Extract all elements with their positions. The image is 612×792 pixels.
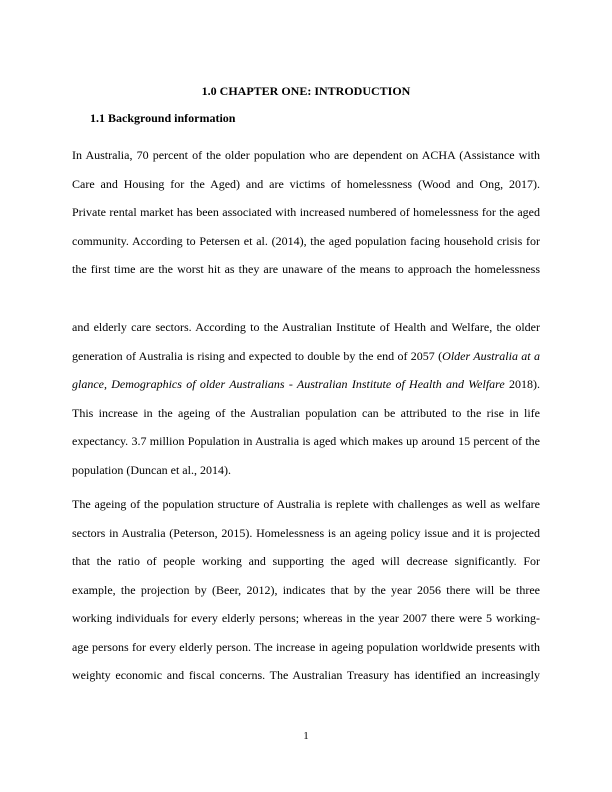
section-heading: 1.1 Background information xyxy=(90,111,236,125)
line-text: generation of Australia is rising and expected to double by the end of 2057 ( xyxy=(72,348,443,363)
paragraph-3 xyxy=(72,490,540,690)
paragraph-line: Care and Housing for the Aged) and are victims of homelessness (Wood and Ong, 2017). xyxy=(72,176,540,191)
paragraph-line: The ageing of the population structure of Australia is replete with challenges as well as welfare xyxy=(72,497,540,511)
paragraph-line: example, the projection by (Beer, 2012), indicates that by the year 2056 there will be three xyxy=(72,582,540,597)
citation-italic: glance, Demographics of older Australians - Australian Institute of Health and Welfare xyxy=(72,377,505,391)
chapter-title: 1.0 CHAPTER ONE: INTRODUCTION xyxy=(201,84,411,98)
paragraph-line: sectors in Australia (Peterson, 2015). Homelessness is an ageing policy issue and it is projected xyxy=(72,525,540,540)
paragraph-2 xyxy=(72,313,540,484)
citation-italic: Older Australia at a xyxy=(442,348,540,363)
page-number: 1 xyxy=(303,730,309,742)
paragraph-line xyxy=(72,342,540,371)
paragraph-line: and elderly care sectors. According to the Australian Institute of Health and Welfare, the older xyxy=(72,320,540,334)
paragraph-line xyxy=(72,370,540,399)
paragraph-line: In Australia, 70 percent of the older population who are dependent on ACHA (Assistance with xyxy=(72,148,540,162)
paragraph-line: the first time are the worst hit as they are unaware of the means to approach the homelessness xyxy=(72,262,540,276)
paragraph-line: This increase in the ageing of the Australian population can be attributed to the rise in life xyxy=(72,405,540,420)
paragraph-line: population (Duncan et al., 2014). xyxy=(72,462,231,477)
paragraph-line: age persons for every elderly person. The increase in ageing population worldwide presents with xyxy=(72,639,540,654)
paragraph-line: community. According to Petersen et al. (2014), the aged population facing household crisis for xyxy=(72,233,540,248)
paragraph-line: working individuals for every elderly persons; whereas in the year 2007 there were 5 working- xyxy=(72,611,540,625)
paragraph-1 xyxy=(72,141,540,284)
paragraph-line: weighty economic and fiscal concerns. The Australian Treasury has identified an increasingly xyxy=(72,668,540,682)
paragraph-line: expectancy. 3.7 million Population in Australia is aged which makes up around 15 percent of the xyxy=(72,434,540,448)
paragraph-line: Private rental market has been associated with increased numbered of homelessness for the aged xyxy=(72,205,540,219)
paragraph-line: that the ratio of people working and supporting the aged will decrease significantly. For xyxy=(72,554,540,568)
line-text: 2018). xyxy=(504,377,540,391)
